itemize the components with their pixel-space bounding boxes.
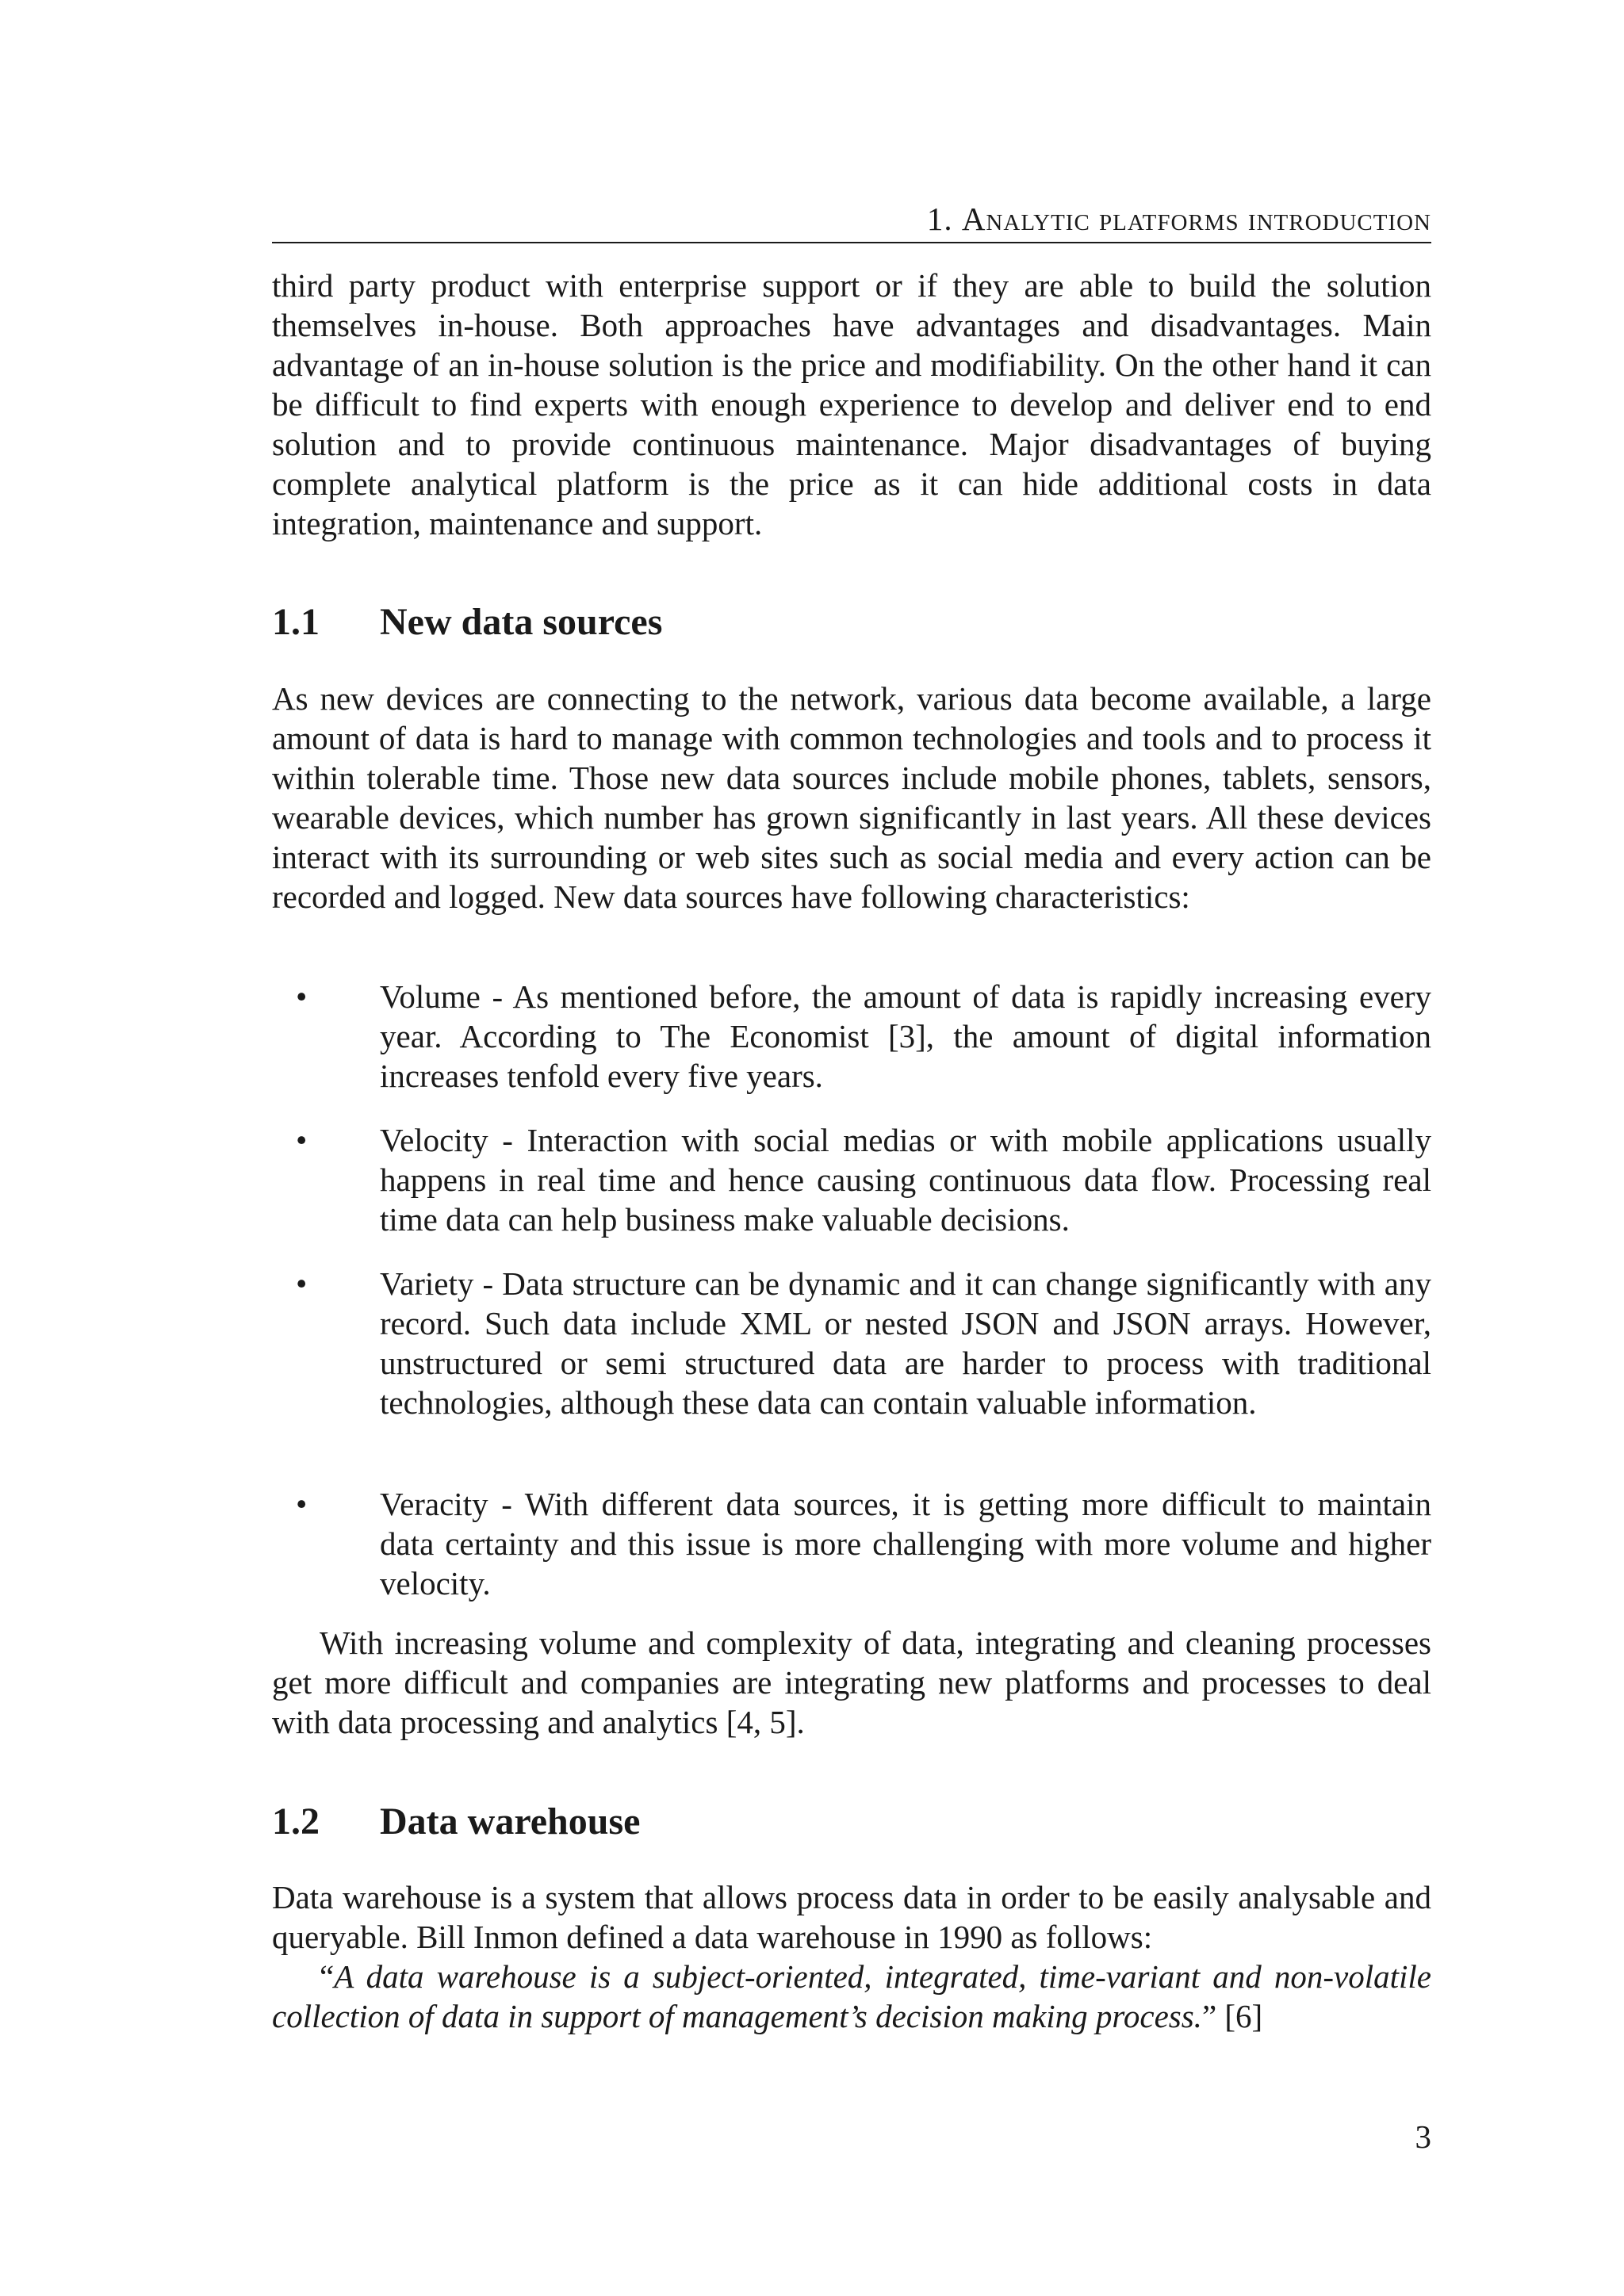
quote-text: A data warehouse is a subject-oriented, integrated, time-variant and non-volatile collection of data in support of management’s decision making process. xyxy=(272,1958,1431,2034)
intro-paragraph: third party product with enterprise support or if they are able to build the solution themselves in-house. Both approaches have advantages and disadvantages. Main advantage of an in-house solution is the price and modifiability. On the other hand it can be difficult to find experts with enough experience to develop and deliver end to end solution and to provide continuous maintenance. Major disadvantages of buying complete analytical platform is the price as it can hide additional costs in data integration, maintenance and support. xyxy=(272,267,1431,541)
list-item-text: Velocity - Interaction with social medias or with mobile applications usually happens in real time and hence causing continuous data flow. Processing real time data can help business make valuable decisions. xyxy=(380,1122,1431,1238)
bullet-marker: • xyxy=(296,1122,308,1158)
quote-open-mark: “ xyxy=(320,1958,335,1995)
section-number: 1.1 xyxy=(272,601,320,643)
quote-citation: ” [6] xyxy=(1201,1998,1263,2034)
list-item-text: Variety - Data structure can be dynamic and it can change significantly with any record. Such data include XML or nested JSON and JSON arrays. However, unstructured or semi structured data are harder to process with traditional technologies, although these data can contain valuable information. xyxy=(380,1265,1431,1421)
section-heading-1-2 xyxy=(272,1798,640,1846)
block-quote xyxy=(272,1957,1431,2036)
chapter-title: Analytic platforms introduction xyxy=(961,201,1431,237)
chapter-number: 1. xyxy=(926,201,962,237)
section-title: Data warehouse xyxy=(380,1800,641,1843)
section-1-2-paragraph: Data warehouse is a system that allows process data in order to be easily analysable and queryable. Bill Inmon defined a data warehouse in 1990 as follows: xyxy=(272,1879,1431,1955)
section-1-1-closing-paragraph: With increasing volume and complexity of data, integrating and cleaning processes get more difficult and companies are integrating new platforms and processes to deal with data processing and analytics [4, 5]. xyxy=(272,1624,1431,1740)
running-header xyxy=(272,198,1431,239)
section-heading-1-1 xyxy=(272,599,662,646)
bullet-marker: • xyxy=(296,1265,308,1302)
list-item-text: Veracity - With different data sources, it is getting more difficult to maintain data certainty and this issue is more challenging with more volume and higher velocity. xyxy=(380,1486,1431,1601)
header-rule xyxy=(272,242,1431,243)
section-1-1-paragraph: As new devices are connecting to the network, various data become available, a large amount of data is hard to manage with common technologies and tools and to process it within tolerable time. Those new data sources include mobile phones, tablets, sensors, wearable devices, which number has grown significantly in last years. All these devices interact with its surrounding or web sites such as social media and every action can be recorded and logged. New data sources have following characteristics: xyxy=(272,680,1431,915)
page-number: 3 xyxy=(1415,2118,1431,2155)
bullet-marker: • xyxy=(296,1486,308,1522)
section-number: 1.2 xyxy=(272,1800,320,1843)
section-title: New data sources xyxy=(380,601,663,643)
list-item-text: Volume - As mentioned before, the amount of data is rapidly increasing every year. According to The Economist [3], the amount of digital information increases tenfold every five years. xyxy=(380,978,1431,1094)
bullet-marker: • xyxy=(296,978,308,1015)
